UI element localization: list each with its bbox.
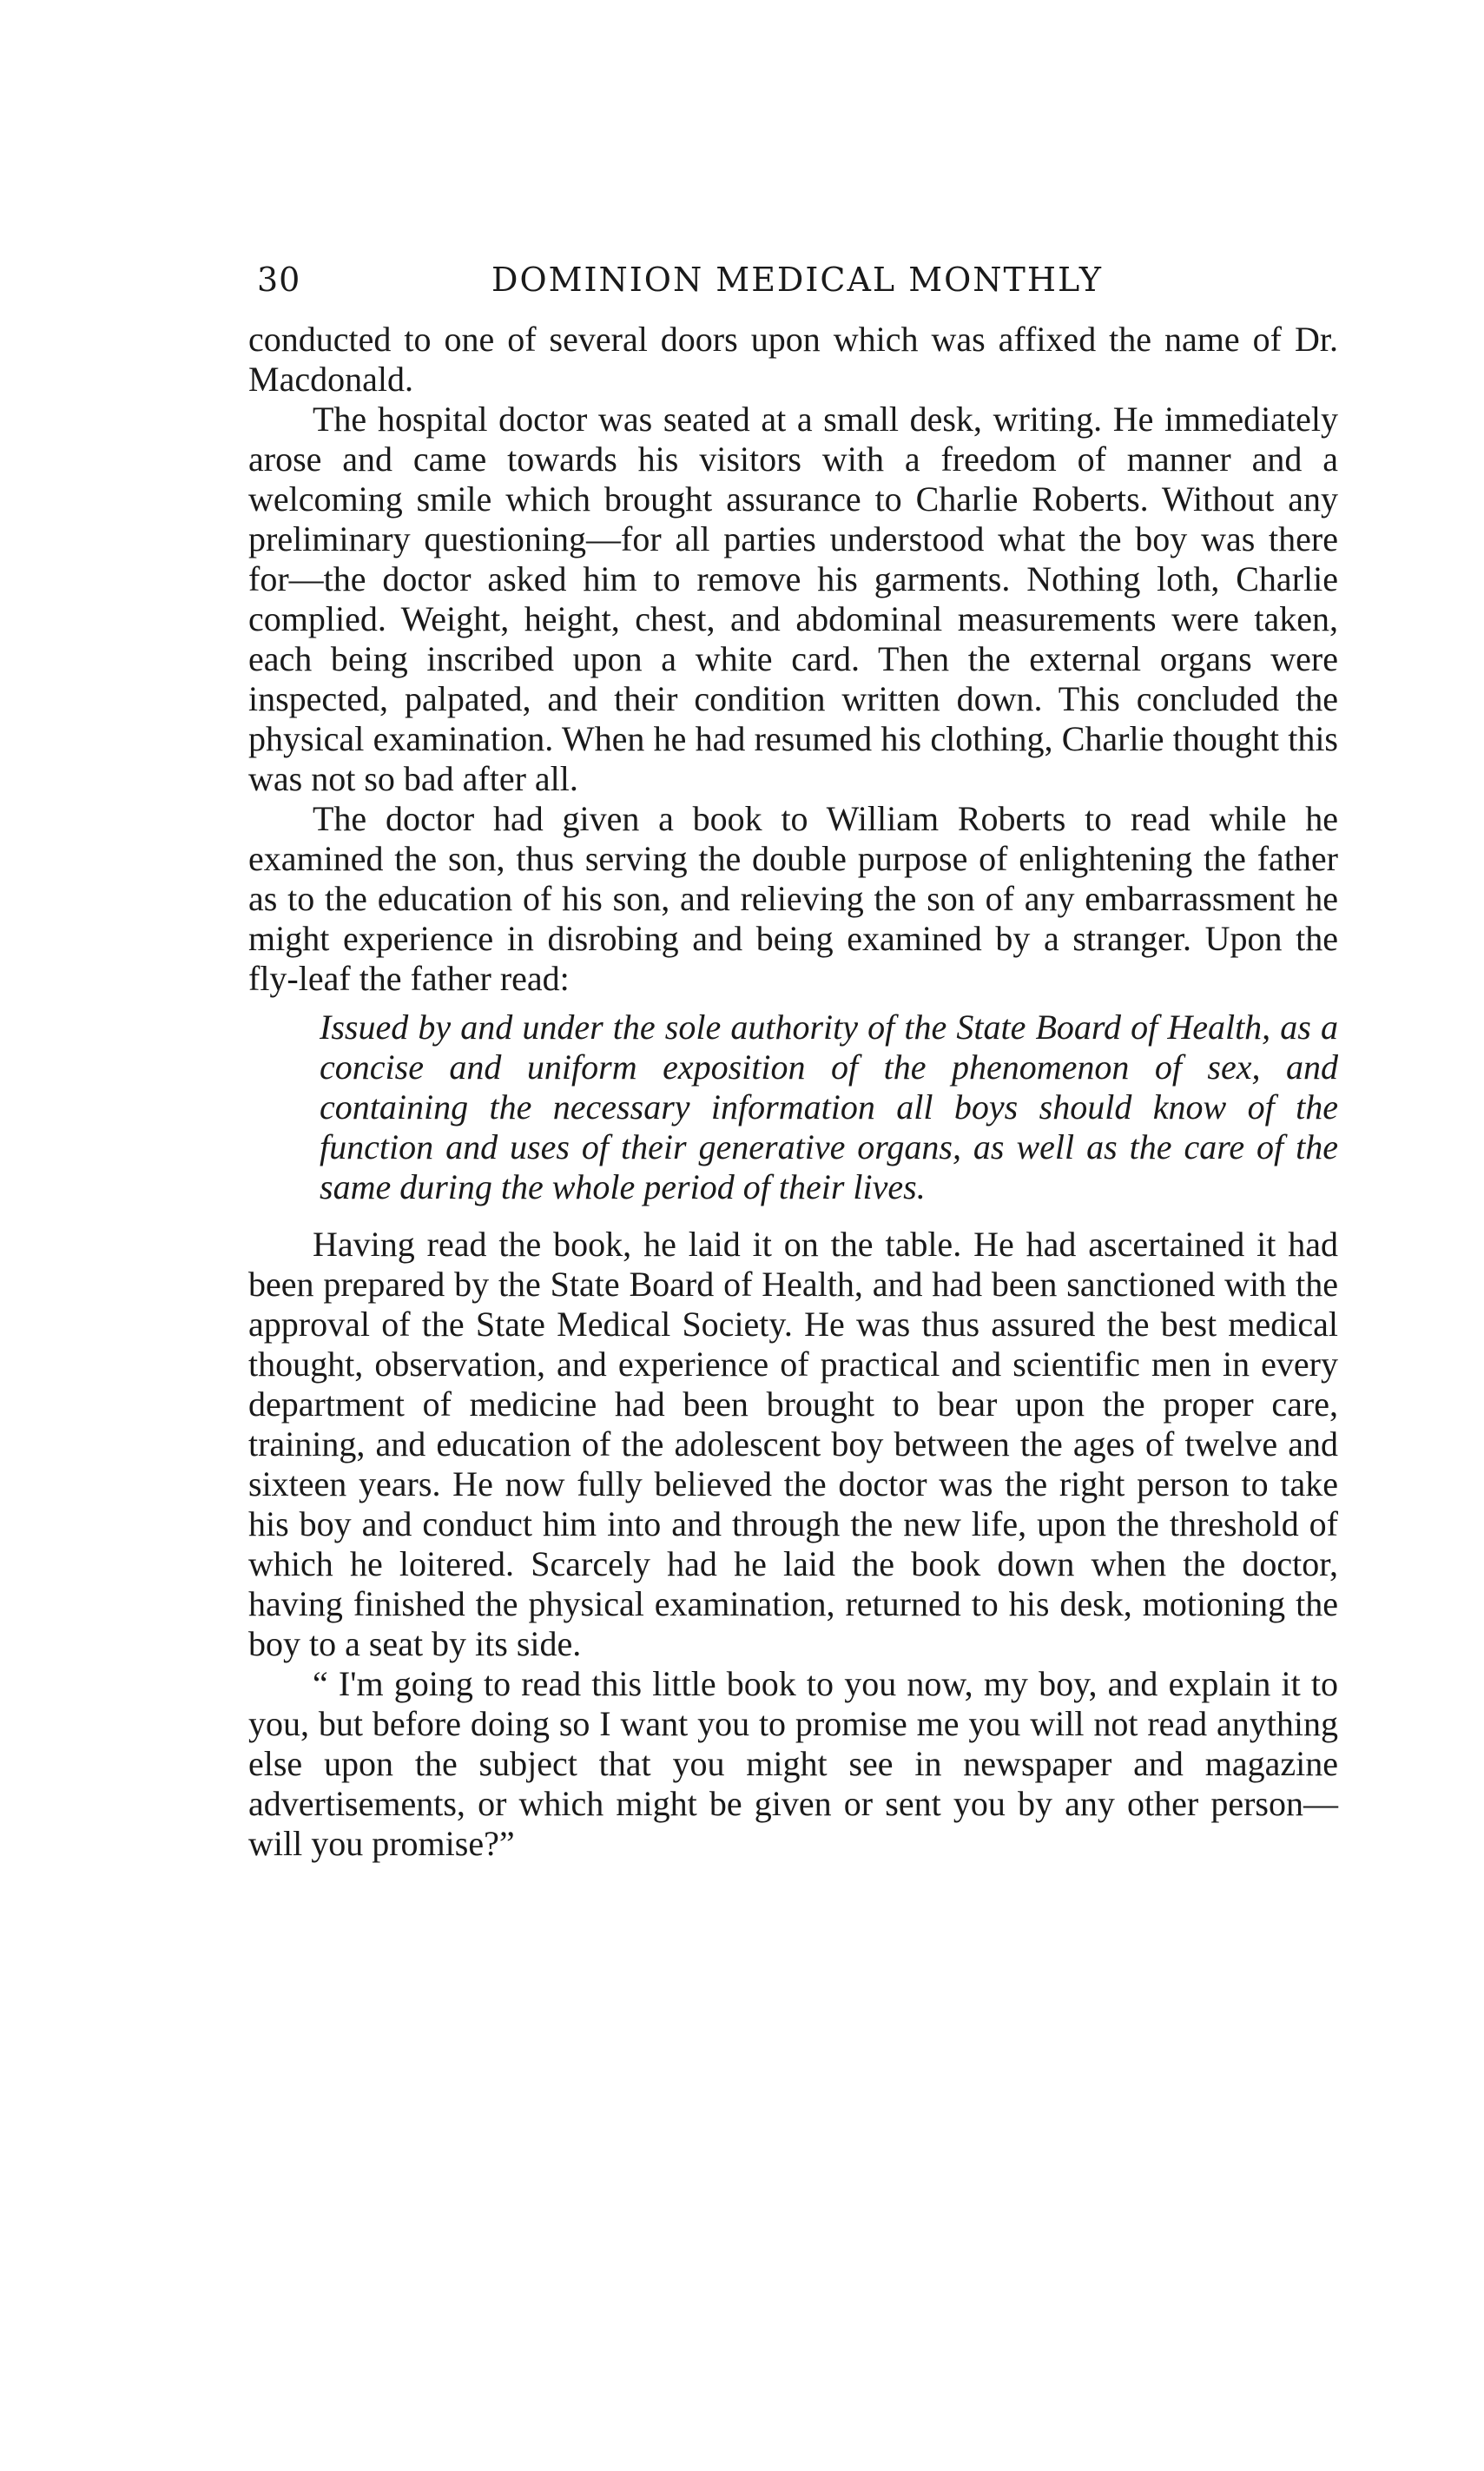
article-body — [248, 320, 1338, 999]
article-body-continued — [248, 1225, 1338, 1864]
document-page — [248, 261, 1338, 1864]
fly-leaf-quote: Issued by and under the sole authority of the State Board of Health, as a concise and uniform exposition of the phenomenon of sex, and containing the necessary information all boys should know of the function and uses of their generative organs, as well as the care of the same during the whole period of their lives. — [320, 1008, 1338, 1206]
paragraph-examination: The hospital doctor was seated at a small desk, writing. He immediately arose and came towards his visitors with a freedom of manner and a welcoming smile which brought assurance to Charlie Roberts. Without any preliminary questioning—for all parties understood what the boy was there for—the doctor asked him to remove his garments. Nothing loth, Charlie complied. Weight, height, chest, and abdominal measurements were taken, each being inscribed upon a white card. Then the external organs were inspected, palpated, and their condition written down. This concluded the physical examination. When he had resumed his clothing, Charlie thought this was not so bad after all. — [248, 400, 1338, 798]
paragraph-father-reads: Having read the book, he laid it on the table. He had ascertained it had been prepared by the State Board of Health, and had been sanctioned with the approval of the State Medical Society. He was thus assured the best medical thought, observation, and experience of practical and scientific men in every department of medicine had been brought to bear upon the proper care, training, and education of the adolescent boy between the ages of twelve and sixteen years. He now fully believed the doctor was the right person to take his boy and conduct him into and through the new life, upon the threshold of which he loitered. Scarcely had he laid the book down when the doctor, having finished the physical examination, returned to his desk, motioning the boy to a seat by its side. — [248, 1225, 1338, 1663]
running-head — [248, 261, 1338, 313]
page-number: 30 — [257, 261, 301, 299]
journal-title: DOMINION MEDICAL MONTHLY — [491, 261, 1103, 299]
paragraph-doctor-speech: “ I'm going to read this little book to you now, my boy, and explain it to you, but before doing so I want you to promise me you will not read anything else upon the subject that you might see in newspaper and magazine advertisements, or which might be given or sent you by any other person—will you promise?” — [248, 1664, 1338, 1863]
paragraph-continuation: conducted to one of several doors upon which was affixed the name of Dr. Macdonald. — [248, 320, 1338, 399]
paragraph-book: The doctor had given a book to William Roberts to read while he examined the son, thus serving the double purpose of enlightening the father as to the education of his son, and relieving the son of any embarrassment he might experience in disrobing and being examined by a stranger. Upon the fly-leaf the father read: — [248, 799, 1338, 998]
